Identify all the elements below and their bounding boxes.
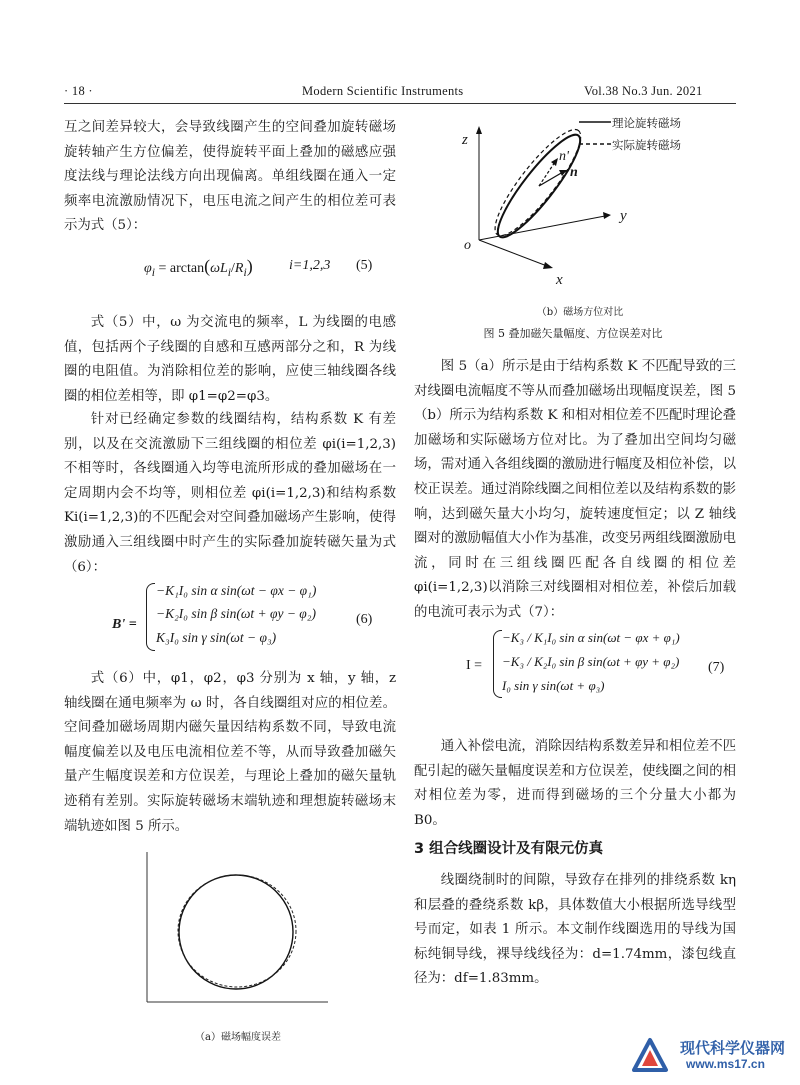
figure-5-caption: 图 5 叠加磁矢量幅度、方位误差对比	[483, 327, 663, 340]
equation-6-row-2: −K₂I₀ sin β sin(ωt + φy − φ₂)	[156, 606, 316, 621]
x-axis-line	[479, 240, 547, 266]
equation-7-lhs: I =	[466, 658, 483, 673]
equation-6-number: (6)	[356, 612, 373, 627]
equation-5: $\varphi_i = \arctan(\omega L_i/R_i)$	[144, 256, 253, 279]
page-number: · 18 ·	[64, 84, 93, 98]
journal-issue: Vol.38 No.3 Jun. 2021	[584, 84, 703, 98]
equation-7-number: (7)	[708, 660, 725, 675]
actual-rotation-ellipse	[484, 120, 592, 245]
watermark-url: www.ms17.cn	[686, 1057, 765, 1071]
equation-7-row-3: I₀ sin γ sin(ωt + φ₃)	[502, 678, 605, 693]
figure-5a-theory-circle	[179, 875, 293, 989]
figure-5a-caption: （a）磁场幅度误差	[195, 1032, 281, 1043]
equation-5-condition: i=1,2,3	[289, 258, 331, 273]
watermark-name: 现代科学仪器网	[680, 1039, 786, 1057]
equation-7-row-1: −K₃ / K₁I₀ sin α sin(ωt − φx + φ₁)	[502, 630, 680, 645]
equation-7-row-2: −K₃ / K₂I₀ sin β sin(ωt + φy + φ₂)	[502, 654, 680, 669]
equation-6-row-1: −K₁I₀ sin α sin(ωt − φx − φ₁)	[156, 583, 317, 598]
normal-vector-n-prime	[539, 162, 555, 186]
left-para-3: 针对已经确定参数的线圈结构，结构系数 K 有差别，以及在交流激励下三组线圈的相位差 φi(i=1,2,3) 不相等时，各线圈通入均等电流所形成的叠加磁场在一定周期内会不均等，则相位差 φi(i=1,2,3)和结构系数 Ki(i=1,2,3)的不匹配会对空间叠加磁场产生影响，使得激励通入三组线圈中时产生的实际叠加旋转磁矢量为式（6）：	[64, 412, 396, 575]
axis-x-label: x	[556, 272, 563, 288]
equation-7-brace	[493, 630, 502, 698]
equation-6-brace	[146, 583, 155, 651]
origin-label: o	[464, 238, 471, 253]
axis-y-label: y	[620, 208, 627, 224]
watermark-logo-icon	[628, 1036, 672, 1076]
figure-5a-plot	[145, 850, 330, 1005]
header-rule	[64, 103, 736, 104]
vector-n-label: n	[570, 165, 578, 180]
legend-actual-label: 实际旋转磁场	[612, 138, 681, 152]
right-para-6: 通入补偿电流，消除因结构系数差异和相位差不匹配引起的磁矢量幅度误差和方位误差，使线圈之间的相对相位差为零，进而得到磁场的三个分量大小都为 B0。	[414, 739, 736, 828]
figure-5b-caption: （b）磁场方位对比	[536, 307, 624, 318]
equation-6-row-3: K₃I₀ sin γ sin(ωt − φ₃)	[156, 630, 277, 645]
equation-6-lhs: B' =	[112, 617, 137, 632]
section-3-heading: 3 组合线圈设计及有限元仿真	[414, 841, 604, 857]
left-para-2: 式（5）中，ω 为交流电的频率，L 为线圈的电感值，包括两个子线圈的自感和互感两部分之和，R 为线圈的电阻值。为消除相位差的影响，应使三轴线圈各线圈的相位差相等，即 φ1=φ2=φ3。	[64, 315, 396, 404]
axis-z-label: z	[462, 132, 468, 148]
left-para-1: 互之间差异较大，会导致线圈产生的空间叠加旋转磁场旋转轴产生方位偏差，使得旋转平面上叠加的磁感应强度法线与理论法线方向出现偏离。单组线圈在通入一定频率电流激励情况下，电压电流之间产生的相位差可表示为式（5）：	[64, 120, 396, 234]
equation-5-number: (5)	[356, 258, 373, 273]
journal-name: Modern Scientific Instruments	[302, 84, 464, 98]
right-para-5: 图 5（a）所示是由于结构系数 K 不匹配导致的三对线圈电流幅度不等从而叠加磁场出现幅度误差，图 5（b）所示为结构系数 K 和相对相位差不匹配时理论叠加磁场和实际磁场方位对比。为了叠加出空间均匀磁场，需对通入各组线圈的激励进行幅度及相位补偿，以校正误差。通过消除线圈之间相位差以及结构系数的影响，达到磁矢量大小均匀，旋转速度恒定；以 Z 轴线圈对的激励幅值大小作为基准，改变另两组线圈激励电流，同时在三组线圈匹配各自线圈的相位差 φi(i=1,2,3)以消除三对线圈相对相位差，补偿后加载的电流可表示为式（7）：	[414, 359, 736, 620]
right-para-7: 线圈绕制时的间隙，导致存在排列的排绕系数 kη 和层叠的叠绕系数 kβ，具体数值大小根据所选导线型号而定，如表 1 所示。本文制作线圈选用的导线为国标纯铜导线，裸导线线径为：d=1.74mm，漆包线直径为：df=1.83mm。	[414, 873, 736, 987]
vector-n-prime-label: n'	[559, 149, 569, 164]
legend-theory-label: 理论旋转磁场	[612, 116, 681, 130]
left-para-4: 式（6）中，φ1，φ2，φ3 分别为 x 轴，y 轴，z 轴线圈在通电频率为 ω 时，各自线圈组对应的相位差。空间叠加磁场周期内磁矢量因结构系数不同，导致电流幅度偏差以及电压电流相位差不等，从而导致叠加磁矢量产生幅度误差和方位误差，与理论上叠加的磁矢量轨迹稍有差别。实际旋转磁场末端轨迹和理想旋转磁场末端轨迹如图 5 所示。	[64, 671, 396, 834]
